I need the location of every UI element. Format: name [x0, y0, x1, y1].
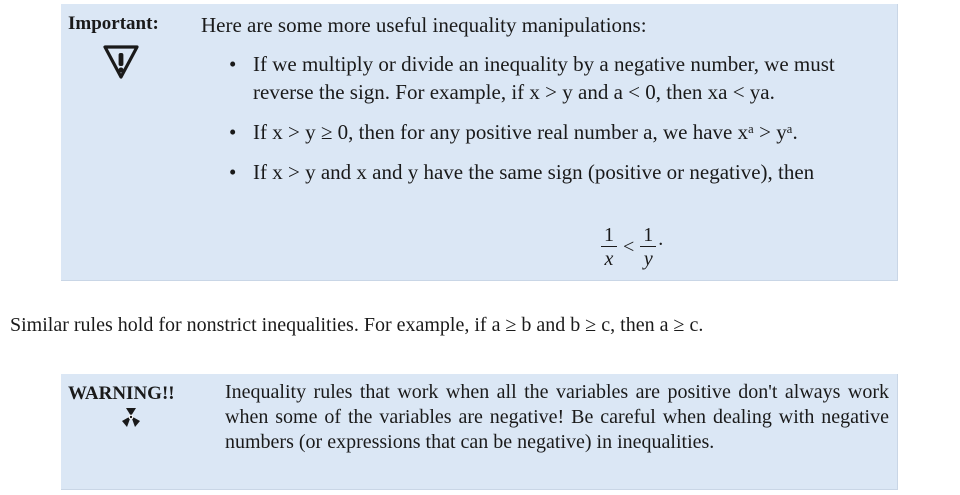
warning-triangle-icon: [101, 42, 141, 82]
warning-text: Inequality rules that work when all the variables are positive don't always work when some of the variables are negative! Be careful when dealing with negative numbers (or expressions that can be negative) in inequalities.: [225, 381, 889, 453]
radiation-icon: [119, 406, 143, 428]
bullet-item: • If we multiply or divide an inequality by a negative number, we must reverse the sign. For example, if x > y and a < 0, then xa < ya.: [229, 50, 889, 106]
warning-box: [61, 374, 898, 490]
important-intro: Here are some more useful inequality manipulations:: [201, 13, 647, 37]
fraction-period: .: [658, 228, 664, 250]
body-paragraph: Similar rules hold for nonstrict inequalities. For example, if a ≥ b and b ≥ c, then a ≥ c.: [10, 314, 704, 336]
important-label: Important:: [68, 13, 159, 34]
warning-label: WARNING!!: [68, 383, 175, 404]
bullet-item: • If x > y and x and y have the same sign (positive or negative), then: [229, 158, 889, 186]
fraction-right-denominator: y: [643, 248, 653, 270]
fraction-right: [640, 224, 656, 271]
fraction-inequality: [601, 224, 663, 271]
important-box: [61, 4, 898, 281]
fraction-relation: <: [623, 236, 635, 258]
fraction-left: [601, 224, 617, 271]
fraction-left-denominator: x: [604, 248, 614, 270]
fraction-left-numerator: 1: [601, 224, 617, 247]
bullet-list: [229, 50, 889, 198]
bullet-item: • If x > y ≥ 0, then for any positive real number a, we have xᵃ > yᵃ.: [229, 118, 889, 146]
fraction-right-numerator: 1: [640, 224, 656, 247]
